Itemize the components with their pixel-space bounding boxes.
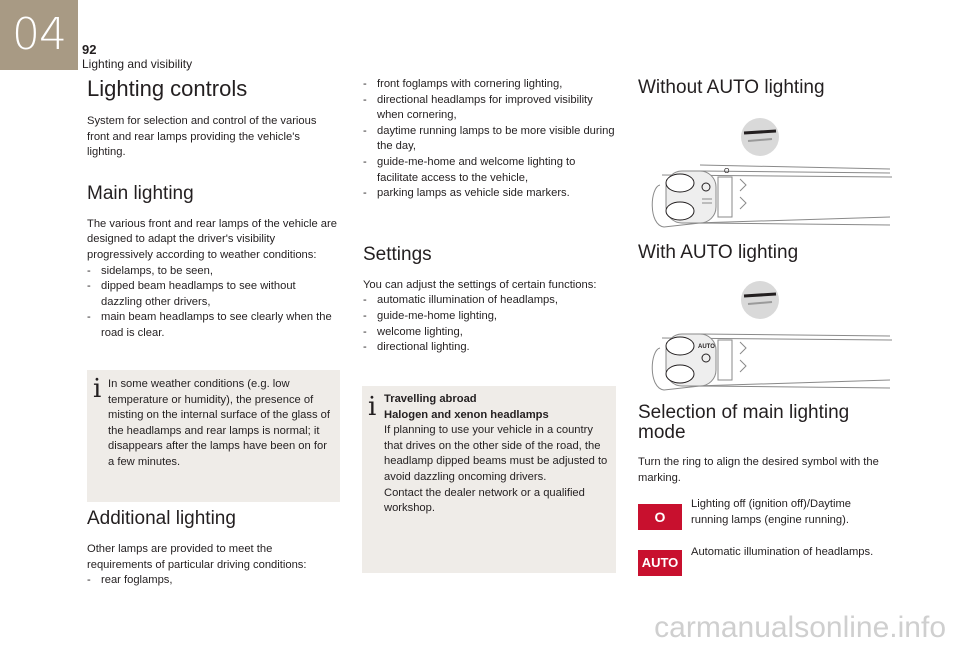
- mode-auto-badge: AUTO: [638, 550, 682, 576]
- stalk-label-auto: AUTO: [698, 344, 715, 350]
- mode-auto-text: Automatic illumination of headlamps.: [691, 546, 874, 558]
- list-item: - sidelamps, to be seen,: [87, 264, 339, 280]
- list-item: - parking lamps as vehicle side markers.: [363, 186, 615, 202]
- mode-o-text: Lighting off (ignition off)/Daytime running lamps (engine running).: [691, 498, 852, 526]
- settings-list: [363, 293, 615, 355]
- selection-text: Turn the ring to align the desired symbol with the marking.: [638, 456, 879, 484]
- list-item: - front foglamps with cornering lighting,: [363, 77, 615, 93]
- info-body-2: Contact the dealer network or a qualified workshop.: [384, 486, 585, 515]
- stalk-illustration-without-auto: [640, 115, 894, 235]
- main-lighting-text: The various front and rear lamps of the vehicle are designed to adapt the driver's visibility progressively according to weather conditions:: [87, 217, 337, 261]
- list-item: - guide-me-home and welcome lighting to facilitate access to the vehicle,: [363, 155, 615, 186]
- list-item: - directional lighting.: [363, 340, 615, 356]
- section-title: Lighting and visibility: [82, 57, 193, 71]
- list-item: - dipped beam headlamps to see without dazzling other drivers,: [87, 279, 339, 310]
- additional-lighting: [87, 508, 339, 589]
- info-subtitle: Halogen and xenon headlamps: [384, 408, 549, 421]
- info-body: If planning to use your vehicle in a country that drives on the other side of the road, the headlamp dipped beams must be adjusted to avoid dazzling oncoming drivers.: [384, 424, 608, 483]
- stalk-label-o: O: [724, 168, 730, 175]
- mode-o-badge: O: [638, 504, 682, 530]
- list-item: - welcome lighting,: [363, 325, 615, 341]
- info-box-travelling: [362, 386, 616, 573]
- info-title: Travelling abroad: [384, 393, 477, 405]
- additional-lighting-list-cont: [363, 77, 615, 202]
- info-text-block: [384, 392, 610, 517]
- stalk-illustration-with-auto: [640, 278, 894, 398]
- list-item: - automatic illumination of headlamps,: [363, 293, 615, 309]
- page-title: Lighting controls: [87, 76, 248, 101]
- without-auto-heading: Without AUTO lighting: [638, 77, 825, 98]
- main-lighting-heading: Main lighting: [87, 182, 194, 204]
- with-auto-heading: With AUTO lighting: [638, 242, 799, 263]
- info-icon: i: [368, 392, 377, 422]
- column-2: [363, 77, 615, 356]
- chapter-tab: 04: [0, 0, 78, 70]
- page-number: 92: [82, 42, 97, 57]
- selection-heading: [638, 403, 898, 443]
- list-item: - guide-me-home lighting,: [363, 309, 615, 325]
- list-item: - main beam headlamps to see clearly when the road is clear.: [87, 310, 339, 341]
- selection-section: [638, 403, 898, 486]
- info-text: In some weather conditions (e.g. low temperature or humidity), the presence of misting on the internal surface of the glass of the headlamps and rear lamps is normal; it disappears after the lamps have been on for a few minutes.: [108, 378, 331, 468]
- steering-wheel-icon: [741, 118, 779, 156]
- main-lighting-list: [87, 264, 339, 342]
- selection-heading-line2: mode: [638, 422, 686, 443]
- additional-lighting-heading: Additional lighting: [87, 508, 236, 529]
- steering-wheel-icon: [741, 281, 779, 319]
- settings-heading: Settings: [363, 243, 432, 265]
- lighting-stalk-icon: [652, 334, 892, 390]
- list-item: - directional headlamps for improved visibility when cornering,: [363, 93, 615, 124]
- selection-heading-line1: Selection of main lighting: [638, 402, 850, 423]
- watermark: carmanualsonline.info: [654, 611, 946, 644]
- info-icon: i: [93, 374, 102, 404]
- list-item: - daytime running lamps to be more visible during the day,: [363, 124, 615, 155]
- intro-text: System for selection and control of the various front and rear lamps providing the vehicle's lighting.: [87, 115, 317, 159]
- additional-lighting-text: Other lamps are provided to meet the requirements of particular driving conditions:: [87, 543, 307, 571]
- additional-lighting-list: [87, 573, 339, 589]
- column-1: [87, 76, 339, 342]
- info-box-misting: [87, 370, 340, 502]
- list-item: - rear foglamps,: [87, 573, 339, 589]
- settings-text: You can adjust the settings of certain functions:: [363, 278, 597, 291]
- lighting-stalk-icon: [652, 165, 892, 227]
